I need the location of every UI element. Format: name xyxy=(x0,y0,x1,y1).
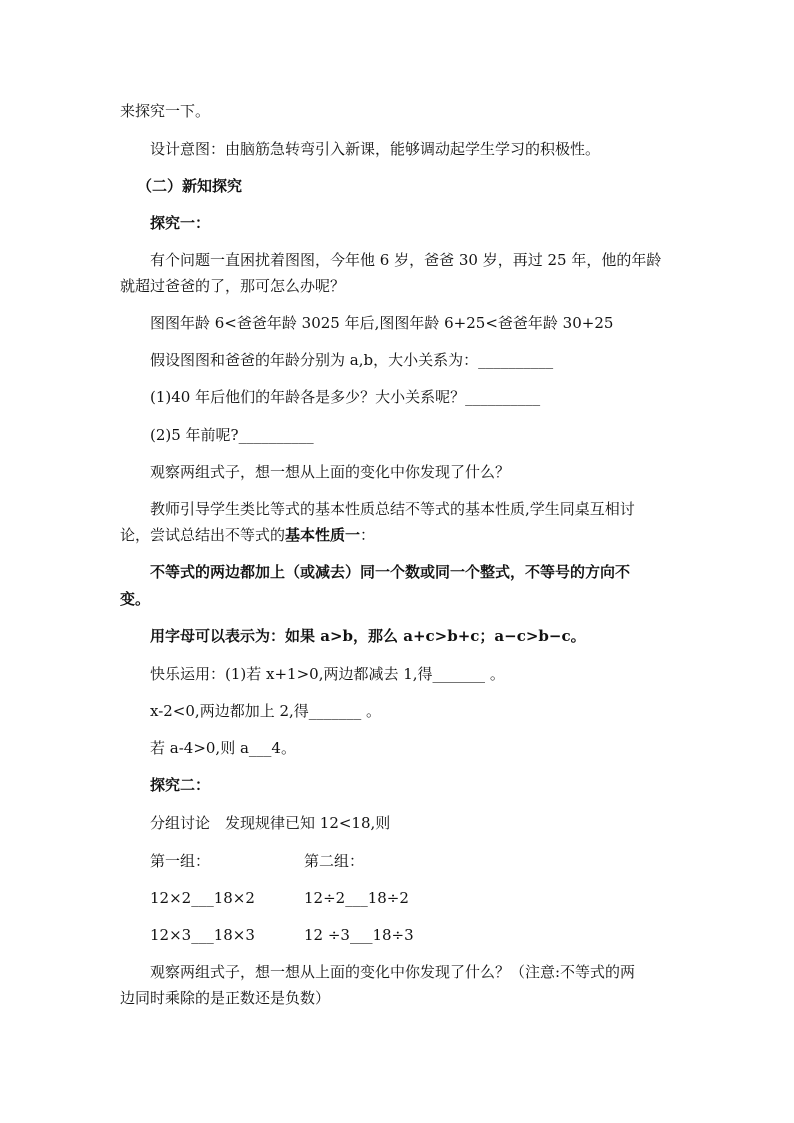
explore-two-heading: 探究二： xyxy=(150,776,211,794)
property-one-statement-line1: 不等式的两边都加上（或减去）同一个数或同一个整式，不等号的方向不 xyxy=(150,563,631,581)
problem-text-line1: 有个问题一直困扰着图图，今年他 6 岁，爸爸 30 岁，再过 25 年，他的年龄 xyxy=(150,251,662,269)
paragraph-intro-end: 来探究一下。 xyxy=(120,102,211,120)
group-two-expr-2: 12 ÷3___18÷3 xyxy=(304,926,414,944)
teacher-guide-line1: 教师引导学生类比等式的基本性质总结不等式的基本性质,学生同桌互相讨 xyxy=(150,500,635,518)
symbolic-expression: 用字母可以表示为：如果 a>b，那么 a+c>b+c；a−c>b−c。 xyxy=(150,627,586,645)
observe-prompt-2-line1: 观察两组式子，想一想从上面的变化中你发现了什么？（注意:不等式的两 xyxy=(150,963,636,981)
teacher-guide-text: 论，尝试总结出不等式的 xyxy=(120,526,286,544)
observe-prompt-2-line2: 边同时乘除的是正数还是负数） xyxy=(120,989,331,1007)
design-intent: 设计意图：由脑筋急转弯引入新课，能够调动起学生学习的积极性。 xyxy=(150,140,601,158)
property-one-label: 基本性质一 xyxy=(285,526,361,544)
group-discussion: 分组讨论 发现规律已知 12<18,则 xyxy=(150,814,391,832)
practice-3: 若 a-4>0,则 a___4。 xyxy=(150,739,296,757)
group-one-expr-2: 12×3___18×3 xyxy=(150,926,255,944)
assume-ages: 假设图图和爸爸的年龄分别为 a,b，大小关系为：__________ xyxy=(150,351,554,369)
group-two-label: 第二组： xyxy=(304,852,365,870)
group-one-label: 第一组： xyxy=(150,852,211,870)
teacher-guide-line2 xyxy=(120,525,375,545)
colon: ： xyxy=(360,526,376,544)
age-comparison: 图图年龄 6<爸爸年龄 3025 年后,图图年龄 6+25<爸爸年龄 30+25 xyxy=(150,314,614,332)
question-40-years: (1)40 年后他们的年龄各是多少？大小关系呢？__________ xyxy=(150,388,541,406)
explore-one-heading: 探究一： xyxy=(150,214,211,232)
group-one-expr-1: 12×2___18×2 xyxy=(150,889,255,907)
group-two-expr-1: 12÷2___18÷2 xyxy=(304,889,409,907)
section-heading-new-knowledge: （二）新知探究 xyxy=(137,177,243,195)
property-one-statement-line2: 变。 xyxy=(120,590,151,608)
practice-2: x-2<0,两边都加上 2,得_______ 。 xyxy=(150,702,382,720)
observe-prompt: 观察两组式子，想一想从上面的变化中你发现了什么？ xyxy=(150,463,511,481)
question-5-years-ago: (2)5 年前呢?__________ xyxy=(150,426,314,444)
problem-text-line2: 就超过爸爸的了，那可怎么办呢？ xyxy=(120,277,346,295)
practice-1: 快乐运用：(1)若 x+1>0,两边都减去 1,得_______ 。 xyxy=(150,665,505,683)
